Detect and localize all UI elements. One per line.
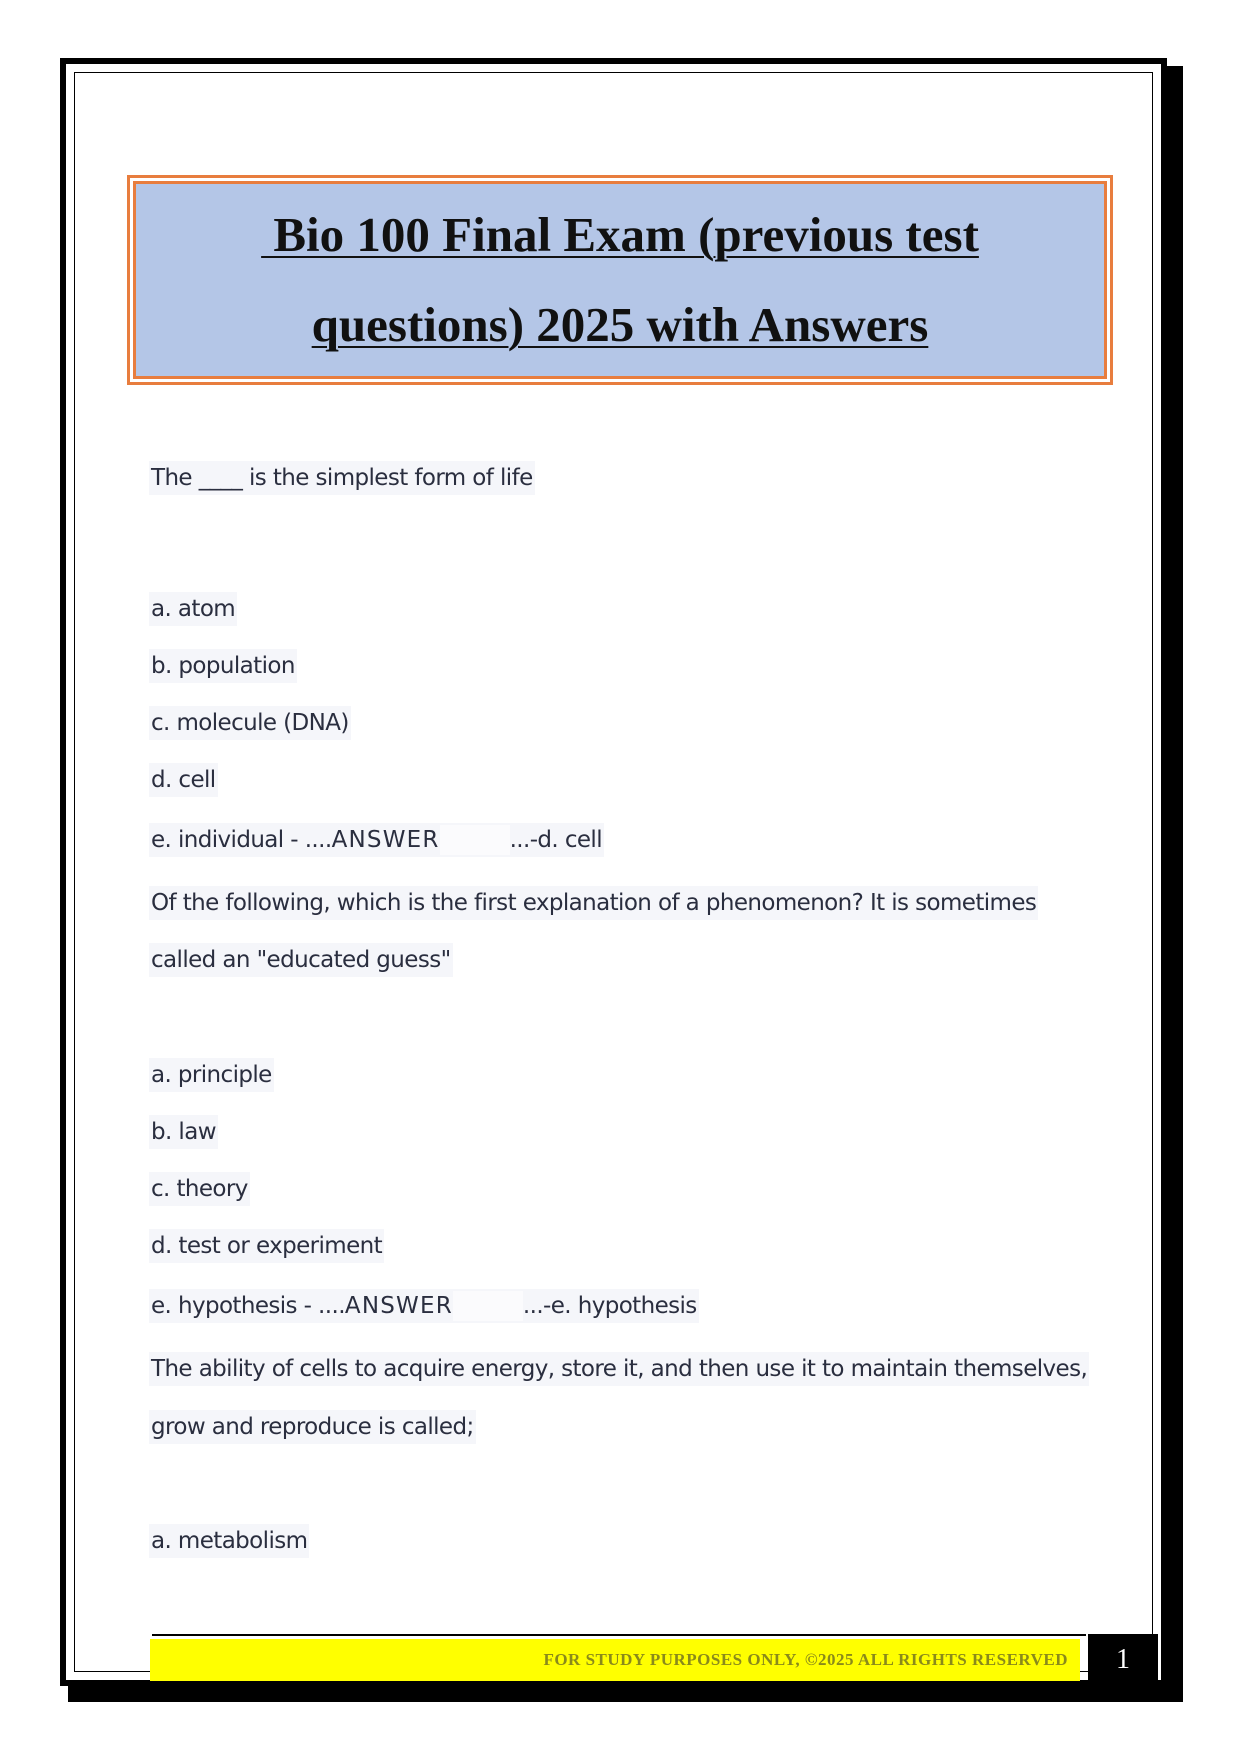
question-1-option-c: c. molecule (DNA) xyxy=(149,706,351,740)
question-2-option-e-with-answer xyxy=(149,1289,699,1323)
question-3-option-a: a. metabolism xyxy=(149,1524,309,1558)
question-1-option-a: a. atom xyxy=(149,592,237,626)
document-title-line-1: Bio 100 Final Exam (previous test xyxy=(261,207,979,262)
footer-copyright-text: FOR STUDY PURPOSES ONLY, ©2025 ALL RIGHTS RESERVED xyxy=(543,1650,1068,1669)
footer-bar xyxy=(150,1639,1080,1681)
question-2-option-e: e. hypothesis - .... xyxy=(151,1293,345,1319)
question-1-option-e: e. individual - .... xyxy=(151,827,332,853)
question-3-prompt-line-1: The ability of cells to acquire energy, store it, and then use it to maintain themselves, xyxy=(149,1352,1089,1386)
question-2-answer: ...-e. hypothesis xyxy=(522,1293,697,1319)
title-box-inner xyxy=(133,181,1107,379)
question-2-option-c: c. theory xyxy=(149,1172,250,1206)
title-box xyxy=(127,175,1113,385)
question-1-option-d: d. cell xyxy=(149,763,218,797)
footer-rule xyxy=(152,1634,1086,1636)
question-2-option-a: a. principle xyxy=(149,1058,274,1092)
question-3-prompt-line-2: grow and reproduce is called; xyxy=(149,1410,476,1444)
question-1-option-b: b. population xyxy=(149,649,297,683)
question-1-option-e-with-answer xyxy=(149,823,604,857)
page-number: 1 xyxy=(1088,1634,1158,1686)
question-2-option-b: b. law xyxy=(149,1115,218,1149)
document-title-line-2: questions) 2025 with Answers xyxy=(311,297,929,352)
answer-gap xyxy=(453,1291,523,1321)
question-1-answer: ...-d. cell xyxy=(509,827,602,853)
question-2-prompt-line-2: called an "educated guess" xyxy=(149,943,453,977)
question-2-answer-label: ANSWER xyxy=(344,1293,453,1319)
question-1-answer-label: ANSWER xyxy=(331,827,440,853)
question-2-option-d: d. test or experiment xyxy=(149,1229,384,1263)
answer-gap xyxy=(440,825,510,855)
question-1-prompt: The ____ is the simplest form of life xyxy=(149,461,535,495)
question-2-prompt-line-1: Of the following, which is the first explanation of a phenomenon? It is sometimes xyxy=(149,886,1038,920)
